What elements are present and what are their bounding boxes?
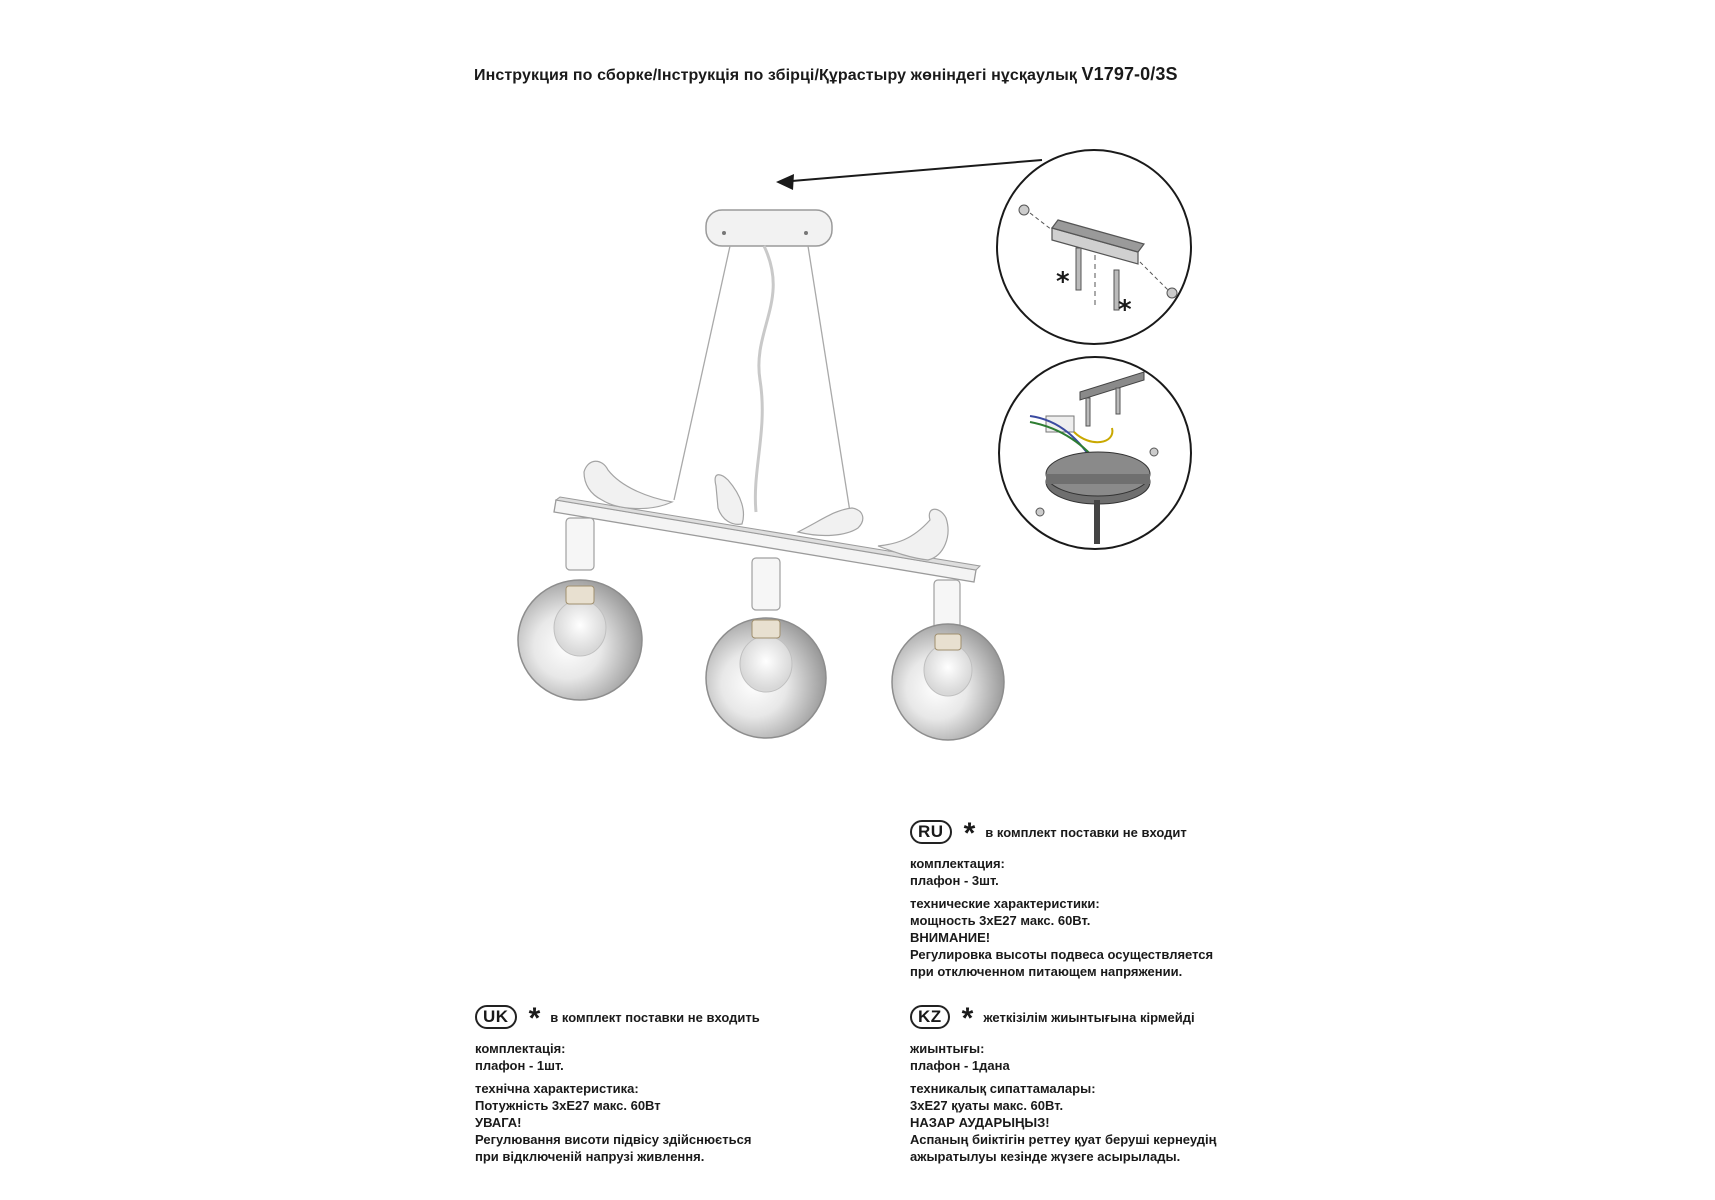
kz-not-included-note: жеткізілім жиынтығына кірмейді	[983, 1009, 1195, 1025]
lamp-shade-1	[518, 518, 642, 700]
kz-section	[910, 1004, 1350, 1171]
asterisk-icon: *	[963, 817, 976, 850]
asterisk-icon: *	[961, 1002, 974, 1035]
arrow-head-icon	[776, 174, 794, 190]
svg-text:*: *	[1056, 267, 1070, 297]
wiring-canopy-detail	[999, 357, 1191, 549]
kz-set-value: плафон - 1дана	[910, 1058, 1010, 1073]
kz-language-badge: KZ	[910, 1005, 950, 1029]
ru-spec-label: технические характеристики:	[910, 896, 1100, 911]
uk-spec-value: Потужність 3хЕ27 макс. 60Вт	[475, 1098, 661, 1113]
svg-text:*: *	[1118, 295, 1132, 325]
kz-set-label: жиынтығы:	[910, 1041, 985, 1056]
uk-not-included-note: в комплект поставки не входить	[550, 1009, 760, 1025]
kz-spec-value: 3хЕ27 қуаты макс. 60Вт.	[910, 1098, 1064, 1113]
model-number: V1797-0/3S	[1081, 64, 1178, 84]
pointer-arrow	[780, 160, 1042, 182]
uk-warning-line-2: при відключеній напрузі живлення.	[475, 1149, 705, 1164]
ru-spec-value: мощность 3хЕ27 макс. 60Вт.	[910, 913, 1091, 928]
ru-warning-title: ВНИМАНИЕ!	[910, 930, 991, 945]
mounting-bracket-detail	[997, 150, 1191, 344]
ceiling-plate	[706, 210, 832, 246]
uk-section	[475, 1004, 895, 1171]
asterisk-icon: *	[528, 1002, 541, 1035]
ru-not-included-note: в комплект поставки не входит	[985, 824, 1187, 840]
uk-set-value: плафон - 1шт.	[475, 1058, 564, 1073]
kz-spec-label: техникалық сипаттамалары:	[910, 1081, 1096, 1096]
ru-set-value: плафон - 3шт.	[910, 873, 999, 888]
lamp-shade-2	[706, 558, 826, 738]
uk-warning-line-1: Регулювання висоти підвісу здійснюється	[475, 1132, 752, 1147]
title-text: Инструкция по сборке/Інструкція по збірці/Құрастыру жөніндегі нұсқаулық	[474, 67, 1077, 84]
uk-warning-title: УВАГА!	[475, 1115, 522, 1130]
uk-set-label: комплектація:	[475, 1041, 566, 1056]
uk-spec-label: технічна характеристика:	[475, 1081, 639, 1096]
pendant-lamp-illustration	[518, 210, 1004, 740]
ru-section	[910, 819, 1330, 986]
kz-warning-title: НАЗАР АУДАРЫҢЫЗ!	[910, 1115, 1050, 1130]
kz-warning-line-2: ажыратылуы кезінде жүзеге асырылады.	[910, 1149, 1181, 1164]
uk-language-badge: UK	[475, 1005, 517, 1029]
ru-warning-line-2: при отключенном питающем напряжении.	[910, 964, 1183, 979]
ru-language-badge: RU	[910, 820, 952, 844]
lamp-shade-3	[892, 580, 1004, 740]
ru-set-label: комплектация:	[910, 856, 1005, 871]
kz-warning-line-1: Аспаның биіктігін реттеу қуат беруші кернеудің	[910, 1132, 1217, 1147]
ru-warning-line-1: Регулировка высоты подвеса осуществляется	[910, 947, 1214, 962]
